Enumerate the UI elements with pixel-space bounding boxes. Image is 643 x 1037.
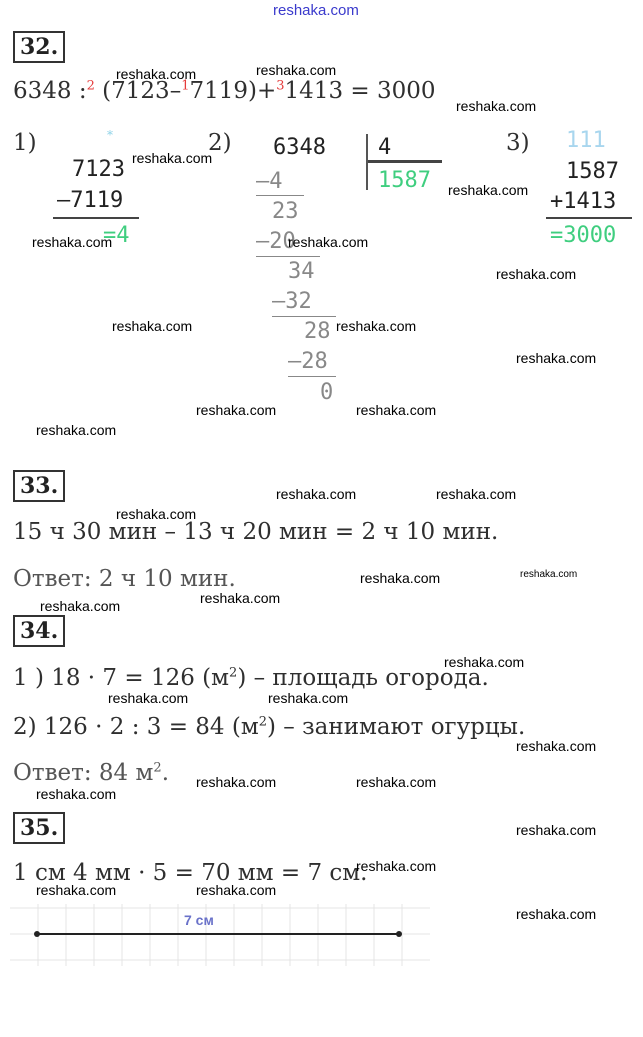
watermark: reshaka.com — [40, 598, 121, 614]
division-row-1: –4 — [256, 169, 283, 194]
segment-start-point — [34, 931, 40, 937]
step-3-result: =3000 — [550, 223, 617, 248]
division-row-2: 23 — [272, 199, 299, 224]
watermark: reshaka.com — [444, 654, 525, 670]
step-3-label: 3) — [506, 130, 530, 156]
step-3-bottom: +1413 — [550, 189, 617, 214]
division-row-7: –28 — [288, 349, 328, 374]
division-rule-4 — [288, 376, 336, 377]
division-row-3: –20 — [256, 229, 296, 254]
divisor: 4 — [378, 135, 392, 160]
watermark: reshaka.com — [112, 318, 193, 334]
task-32-number: 32. — [13, 31, 65, 63]
watermark: reshaka.com — [36, 786, 117, 802]
watermark: reshaka.com — [448, 182, 529, 198]
step-2-label: 2) — [208, 130, 232, 156]
watermark: reshaka.com — [456, 98, 537, 114]
watermark: reshaka.com — [496, 266, 577, 282]
quotient: 1587 — [378, 168, 431, 193]
watermark: reshaka.com — [276, 486, 357, 502]
watermark: reshaka.com — [196, 882, 277, 898]
watermark: reshaka.com — [132, 150, 213, 166]
watermark: reshaka.com — [288, 234, 369, 250]
task-34-number: 34. — [13, 615, 65, 647]
step-1-label: 1) — [13, 130, 37, 156]
task-33-answer: Ответ: 2 ч 10 мин. — [13, 566, 236, 592]
division-rule-2 — [256, 256, 320, 257]
task-33-number: 33. — [13, 470, 65, 502]
watermark: reshaka.com — [32, 234, 113, 250]
dividend: 6348 — [273, 135, 326, 160]
task-32-expression: 6348 :$^2$ (7123–$^1$7119)+$^3$1413 = 3000 — [13, 78, 436, 104]
watermark: reshaka.com — [108, 690, 189, 706]
step-3-carry: 111 — [566, 128, 606, 153]
task-33-equation: 15 ч 30 мин – 13 ч 20 мин = 2 ч 10 мин. — [13, 519, 499, 545]
step-1-bottom: –7119 — [57, 188, 124, 213]
step-1-top: 7123 — [72, 157, 125, 182]
watermark: reshaka.com — [268, 690, 349, 706]
segment-label: 7 см — [184, 912, 214, 928]
division-rule-1 — [256, 195, 304, 196]
division-row-5: –32 — [272, 289, 312, 314]
segment-end-point — [396, 931, 402, 937]
order-mark-3: 3 — [276, 78, 285, 94]
step-3-rule — [546, 217, 632, 219]
task-35-number: 35. — [13, 812, 65, 844]
watermark: reshaka.com — [360, 570, 441, 586]
watermark: reshaka.com — [520, 569, 578, 580]
order-mark-1: 1 — [181, 78, 190, 94]
watermark: reshaka.com — [196, 402, 277, 418]
watermark: reshaka.com — [36, 422, 117, 438]
watermark: reshaka.com — [516, 822, 597, 838]
watermark: reshaka.com — [356, 402, 437, 418]
division-row-4: 34 — [288, 259, 315, 284]
step-1-result: =4 — [103, 223, 130, 248]
division-rule-3 — [272, 316, 336, 317]
task-34-line-2: 2) 126 · 2 : 3 = 84 $(м^2)$ – занимают огурцы. — [13, 714, 526, 740]
watermark: reshaka.com — [356, 774, 437, 790]
task-35-equation: 1 см 4 мм · 5 = 70 мм = 7 см. — [13, 860, 368, 886]
divisor-rule — [368, 160, 442, 163]
task-34-line-1: 1 ) 18 · 7 = 126 $(м^2)$ – площадь огорода. — [13, 665, 489, 691]
division-row-8: 0 — [320, 380, 334, 405]
watermark: reshaka.com — [116, 66, 197, 82]
step-1-rule — [53, 217, 139, 219]
site-header[interactable]: reshaka.com — [273, 2, 359, 19]
watermark: reshaka.com — [516, 350, 597, 366]
task-34-answer: Ответ: 84 $м^2$. — [13, 760, 169, 786]
order-mark-2: 2 — [86, 78, 95, 94]
watermark: reshaka.com — [516, 738, 597, 754]
watermark: reshaka.com — [116, 506, 197, 522]
step-1-mark: * — [107, 128, 113, 142]
watermark: reshaka.com — [336, 318, 417, 334]
watermark: reshaka.com — [436, 486, 517, 502]
division-row-6: 28 — [304, 319, 331, 344]
step-3-top: 1587 — [566, 159, 619, 184]
segment-drawing — [10, 904, 430, 966]
watermark: reshaka.com — [200, 590, 281, 606]
watermark: reshaka.com — [196, 774, 277, 790]
watermark: reshaka.com — [356, 858, 437, 874]
watermark: reshaka.com — [516, 906, 597, 922]
watermark: reshaka.com — [256, 62, 337, 78]
watermark: reshaka.com — [36, 882, 117, 898]
